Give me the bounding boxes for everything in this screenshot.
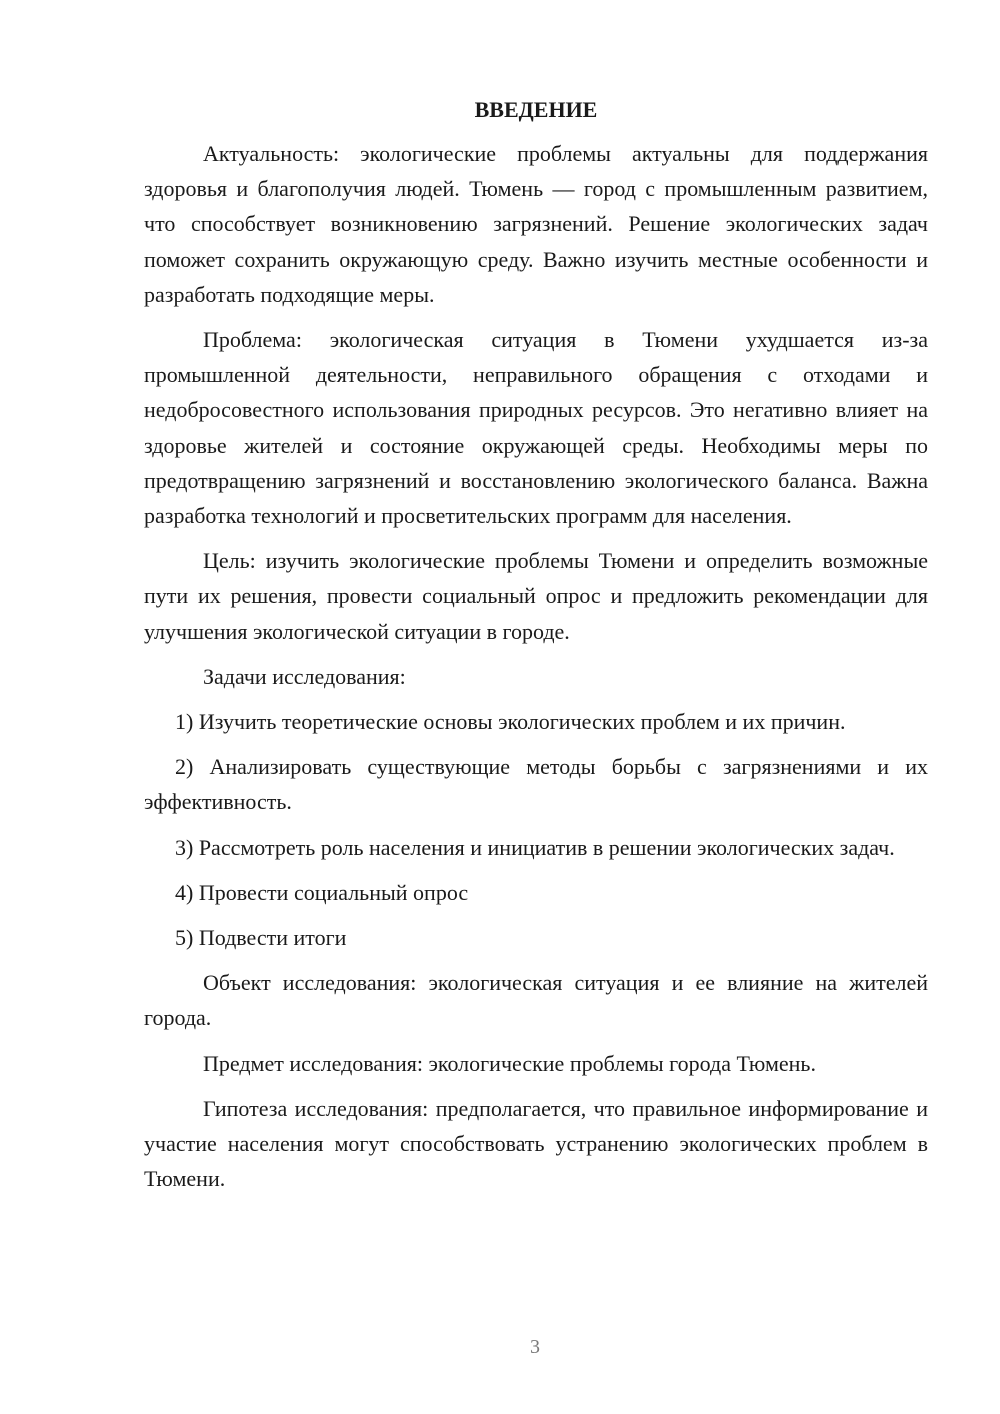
- task-item: 2) Анализировать существующие методы борьбы с загрязнениями и их эффективность.: [144, 754, 928, 815]
- task-item: 3) Рассмотреть роль населения и инициатив в решении экологических задач.: [175, 834, 895, 860]
- paragraph-object: Объект исследования: экологическая ситуация и ее влияние на жителей города.: [144, 970, 928, 1031]
- page-content: [144, 88, 928, 1206]
- paragraph-relevance: Актуальность: экологические проблемы актуальны для поддержания здоровья и благополучия людей. Тюмень — город с промышленным развитием, что способствует возникновению загрязнений. Решение экологических задач поможет сохранить окружающую среду. Важно изучить местные особенности и разработать подходящие меры.: [144, 141, 928, 307]
- task-item: 5) Подвести итоги: [175, 925, 347, 951]
- tasks-title: Задачи исследования:: [203, 663, 406, 689]
- page-number: 3: [530, 1336, 540, 1358]
- task-item: 4) Провести социальный опрос: [175, 879, 469, 905]
- section-heading: ВВЕДЕНИЕ: [474, 97, 598, 122]
- paragraph-goal: Цель: изучить экологические проблемы Тюмени и определить возможные пути их решения, провести социальный опрос и предложить рекомендации для улучшения экологической ситуации в городе.: [144, 548, 928, 644]
- paragraph-hypothesis: Гипотеза исследования: предполагается, что правильное информирование и участие населения могут способствовать устранению экологических проблем в Тюмени.: [144, 1095, 928, 1192]
- paragraph-problem: Проблема: экологическая ситуация в Тюмени ухудшается из-за промышленной деятельности, неправильного обращения с отходами и недобросовестного использования природных ресурсов. Это негативно влияет на здоровье жителей и состояние окружающей среды. Необходимы меры по предотвращению загрязнений и восстановлению экологического баланса. Важна разработка технологий и просветительских программ для населения.: [144, 327, 928, 529]
- paragraph-subject: Предмет исследования: экологические проблемы города Тюмень.: [203, 1050, 816, 1076]
- task-item: 1) Изучить теоретические основы экологических проблем и их причин.: [175, 709, 846, 735]
